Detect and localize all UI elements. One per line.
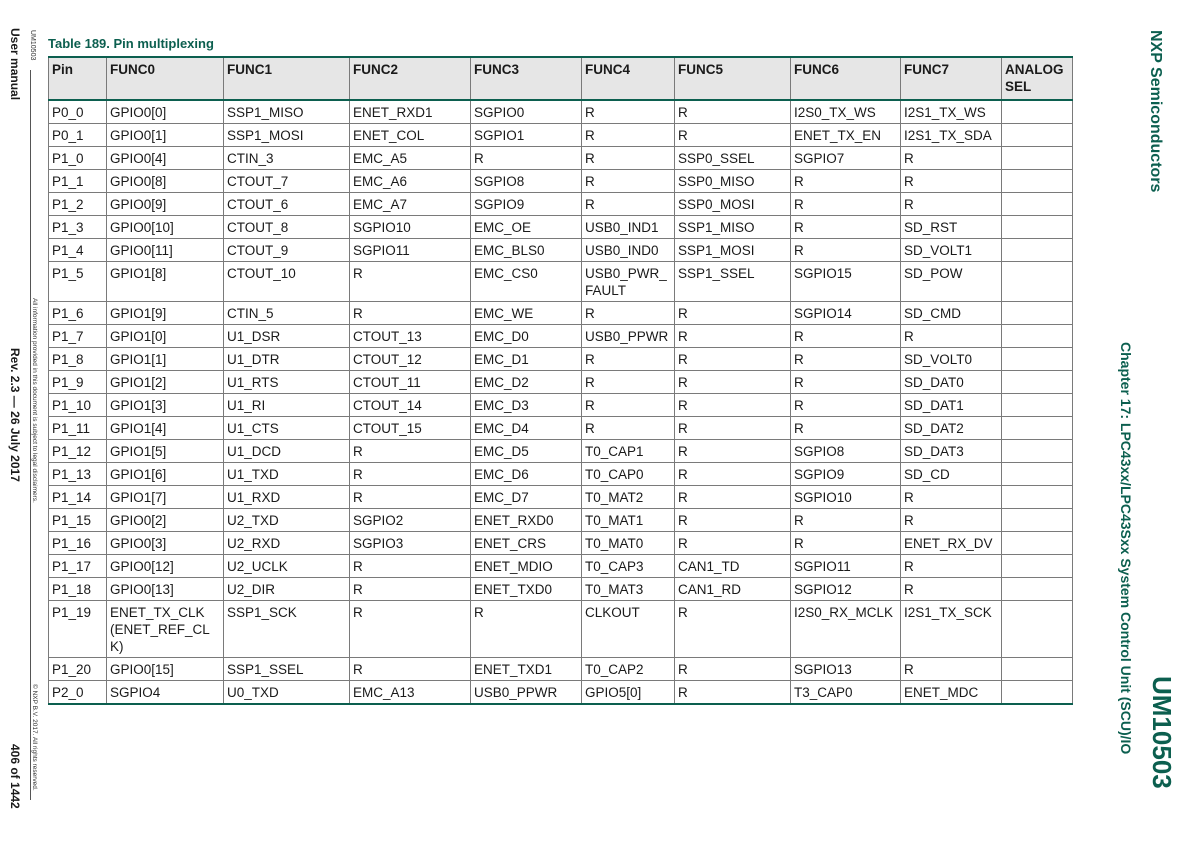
function-cell: GPIO0[8] [107,170,224,193]
function-cell [1002,262,1073,302]
table-row [49,124,1073,147]
function-cell: EMC_CS0 [471,262,582,302]
table-row [49,578,1073,601]
function-cell: CTOUT_11 [350,371,471,394]
pin-cell: P0_1 [49,124,107,147]
function-cell: SSP0_SSEL [675,147,791,170]
table-row [49,239,1073,262]
function-cell: R [675,100,791,124]
function-cell: ENET_COL [350,124,471,147]
function-cell: R [901,509,1002,532]
function-cell: EMC_D3 [471,394,582,417]
pin-cell: P1_2 [49,193,107,216]
table-row [49,262,1073,302]
function-cell: R [350,440,471,463]
function-cell [1002,216,1073,239]
function-cell: CAN1_RD [675,578,791,601]
function-cell: U1_RI [224,394,350,417]
function-cell: USB0_PPWR [471,681,582,705]
function-cell: U1_TXD [224,463,350,486]
chapter-title: Chapter 17: LPC43xx/LPC43Sxx System Control Unit (SCU)/IO [1118,342,1134,755]
function-cell: SD_CD [901,463,1002,486]
function-cell: SGPIO13 [791,658,901,681]
function-cell: SD_DAT1 [901,394,1002,417]
function-cell: CTOUT_15 [350,417,471,440]
function-cell: SSP0_MISO [675,170,791,193]
function-cell: ENET_RXD1 [350,100,471,124]
column-header: FUNC1 [224,57,350,100]
function-cell: R [675,601,791,658]
function-cell: SSP1_MOSI [224,124,350,147]
pin-cell: P1_11 [49,417,107,440]
function-cell: R [901,658,1002,681]
function-cell: R [350,262,471,302]
function-cell [1002,463,1073,486]
function-cell: U2_TXD [224,509,350,532]
function-cell: SGPIO8 [471,170,582,193]
function-cell [1002,394,1073,417]
legal-notice: All information provided in this document is subject to legal disclaimers. [31,298,38,503]
function-cell: T0_MAT1 [582,509,675,532]
function-cell [1002,509,1073,532]
column-header: FUNC4 [582,57,675,100]
table-row [49,100,1073,124]
function-cell: SGPIO8 [791,440,901,463]
table-row [49,509,1073,532]
function-cell: U1_DTR [224,348,350,371]
function-cell: SGPIO9 [791,463,901,486]
function-cell: R [582,147,675,170]
function-cell: R [791,216,901,239]
function-cell: T0_CAP0 [582,463,675,486]
function-cell: R [350,601,471,658]
function-cell: R [350,578,471,601]
function-cell: T3_CAP0 [791,681,901,705]
function-cell: GPIO0[2] [107,509,224,532]
function-cell: CTOUT_14 [350,394,471,417]
pin-cell: P1_16 [49,532,107,555]
function-cell: USB0_IND1 [582,216,675,239]
function-cell [1002,532,1073,555]
function-cell: GPIO1[3] [107,394,224,417]
function-cell: USB0_IND0 [582,239,675,262]
company-name: NXP Semiconductors [1147,30,1164,193]
function-cell: R [582,170,675,193]
function-cell: R [675,440,791,463]
function-cell: GPIO1[0] [107,325,224,348]
function-cell: ENET_RXD0 [471,509,582,532]
function-cell: ENET_TX_EN [791,124,901,147]
pin-cell: P1_9 [49,371,107,394]
function-cell: EMC_BLS0 [471,239,582,262]
function-cell: CTIN_5 [224,302,350,325]
pin-cell: P1_13 [49,463,107,486]
column-header: FUNC6 [791,57,901,100]
pin-cell: P1_4 [49,239,107,262]
function-cell: CTOUT_12 [350,348,471,371]
table-row [49,601,1073,658]
function-cell: U2_RXD [224,532,350,555]
function-cell: ENET_TXD1 [471,658,582,681]
pin-cell: P1_19 [49,601,107,658]
function-cell: SGPIO15 [791,262,901,302]
function-cell: SGPIO12 [791,578,901,601]
table-row [49,394,1073,417]
function-cell: R [582,124,675,147]
page-number: 406 of 1442 [8,744,22,809]
function-cell [1002,486,1073,509]
function-cell: R [582,193,675,216]
function-cell: ENET_MDIO [471,555,582,578]
function-cell: ENET_CRS [471,532,582,555]
table-row [49,325,1073,348]
function-cell: GPIO5[0] [582,681,675,705]
function-cell: SGPIO0 [471,100,582,124]
pin-cell: P1_5 [49,262,107,302]
column-header: FUNC0 [107,57,224,100]
function-cell: EMC_WE [471,302,582,325]
function-cell: R [901,170,1002,193]
revision-label: Rev. 2.3 — 26 July 2017 [8,348,22,482]
function-cell: R [350,555,471,578]
function-cell: GPIO1[6] [107,463,224,486]
function-cell: USB0_PWR_FAULT [582,262,675,302]
function-cell: R [675,417,791,440]
function-cell: T0_MAT0 [582,532,675,555]
function-cell: CTOUT_10 [224,262,350,302]
function-cell: SD_VOLT1 [901,239,1002,262]
function-cell [1002,681,1073,705]
function-cell: R [675,486,791,509]
function-cell: SGPIO4 [107,681,224,705]
function-cell: SGPIO3 [350,532,471,555]
function-cell: USB0_PPWR [582,325,675,348]
function-cell: EMC_D4 [471,417,582,440]
function-cell [1002,658,1073,681]
table-row [49,486,1073,509]
function-cell: R [675,371,791,394]
function-cell: CTOUT_13 [350,325,471,348]
column-header: Pin [49,57,107,100]
function-cell: GPIO0[12] [107,555,224,578]
pin-multiplexing-table [48,56,1073,705]
function-cell: R [582,302,675,325]
function-cell: U1_DSR [224,325,350,348]
table-body [49,100,1073,704]
doc-id-small: UM10503 [29,30,36,61]
function-cell: R [901,578,1002,601]
pin-cell: P1_17 [49,555,107,578]
table-row [49,463,1073,486]
function-cell: T0_CAP3 [582,555,675,578]
table-row [49,555,1073,578]
pin-cell: P1_1 [49,170,107,193]
function-cell: EMC_A7 [350,193,471,216]
function-cell: ENET_RX_DV [901,532,1002,555]
function-cell: CTOUT_7 [224,170,350,193]
function-cell: R [675,348,791,371]
function-cell: SD_RST [901,216,1002,239]
function-cell: R [471,147,582,170]
function-cell [1002,417,1073,440]
function-cell [1002,302,1073,325]
function-cell: I2S1_TX_SCK [901,601,1002,658]
function-cell: U1_DCD [224,440,350,463]
table-row [49,170,1073,193]
function-cell: ENET_MDC [901,681,1002,705]
doc-id-large: UM10503 [1147,676,1177,789]
column-header: FUNC5 [675,57,791,100]
function-cell: R [791,371,901,394]
function-cell: I2S1_TX_WS [901,100,1002,124]
table-row [49,147,1073,170]
function-cell [1002,440,1073,463]
function-cell: R [791,193,901,216]
table-row [49,658,1073,681]
function-cell: SSP1_MISO [675,216,791,239]
function-cell: GPIO1[1] [107,348,224,371]
function-cell: GPIO1[7] [107,486,224,509]
function-cell: SD_DAT0 [901,371,1002,394]
function-cell: R [901,147,1002,170]
table-title: Table 189. Pin multiplexing [48,36,214,51]
function-cell: T0_CAP1 [582,440,675,463]
pin-cell: P1_10 [49,394,107,417]
function-cell [1002,578,1073,601]
function-cell [1002,124,1073,147]
function-cell: GPIO1[9] [107,302,224,325]
function-cell: R [471,601,582,658]
function-cell: R [901,325,1002,348]
pin-cell: P1_15 [49,509,107,532]
function-cell [1002,170,1073,193]
function-cell: R [350,658,471,681]
function-cell: GPIO0[13] [107,578,224,601]
function-cell: I2S1_TX_SDA [901,124,1002,147]
function-cell: GPIO0[1] [107,124,224,147]
table-row [49,371,1073,394]
function-cell: R [350,486,471,509]
function-cell: SSP1_SCK [224,601,350,658]
function-cell: GPIO1[2] [107,371,224,394]
function-cell [1002,348,1073,371]
function-cell: T0_CAP2 [582,658,675,681]
table-row [49,193,1073,216]
function-cell: R [791,325,901,348]
column-header: ANALOG SEL [1002,57,1073,100]
pin-cell: P1_20 [49,658,107,681]
function-cell: R [791,239,901,262]
function-cell: SD_POW [901,262,1002,302]
function-cell: U1_RTS [224,371,350,394]
column-header: FUNC2 [350,57,471,100]
function-cell: GPIO1[4] [107,417,224,440]
function-cell: ENET_TX_CLK (ENET_REF_CLK) [107,601,224,658]
table-row [49,302,1073,325]
function-cell: T0_MAT2 [582,486,675,509]
pin-cell: P1_14 [49,486,107,509]
function-cell: R [350,302,471,325]
function-cell: CTOUT_8 [224,216,350,239]
function-cell: R [791,532,901,555]
column-header: FUNC7 [901,57,1002,100]
function-cell: R [675,463,791,486]
function-cell: R [675,325,791,348]
function-cell: CAN1_TD [675,555,791,578]
function-cell: EMC_D1 [471,348,582,371]
function-cell: SGPIO11 [791,555,901,578]
pin-cell: P0_0 [49,100,107,124]
pin-cell: P1_6 [49,302,107,325]
function-cell: R [791,417,901,440]
function-cell: EMC_D7 [471,486,582,509]
function-cell: R [791,170,901,193]
table-header-row [49,57,1073,100]
function-cell: GPIO0[15] [107,658,224,681]
column-header: FUNC3 [471,57,582,100]
function-cell: GPIO1[5] [107,440,224,463]
function-cell: SSP1_SSEL [224,658,350,681]
function-cell: I2S0_TX_WS [791,100,901,124]
pin-cell: P1_18 [49,578,107,601]
function-cell: R [791,394,901,417]
pin-cell: P1_0 [49,147,107,170]
function-cell: SGPIO2 [350,509,471,532]
function-cell: R [582,371,675,394]
function-cell: EMC_D6 [471,463,582,486]
function-cell: SGPIO1 [471,124,582,147]
function-cell: CLKOUT [582,601,675,658]
function-cell [1002,147,1073,170]
function-cell: SGPIO7 [791,147,901,170]
function-cell: R [675,124,791,147]
function-cell [1002,371,1073,394]
function-cell: SGPIO10 [791,486,901,509]
function-cell: GPIO0[9] [107,193,224,216]
pin-cell: P1_3 [49,216,107,239]
function-cell: ENET_TXD0 [471,578,582,601]
table-row [49,216,1073,239]
function-cell [1002,555,1073,578]
function-cell: GPIO0[11] [107,239,224,262]
function-cell: I2S0_RX_MCLK [791,601,901,658]
function-cell: EMC_A5 [350,147,471,170]
function-cell: R [582,100,675,124]
function-cell: CTOUT_9 [224,239,350,262]
function-cell: GPIO0[0] [107,100,224,124]
table-row [49,440,1073,463]
table-row [49,417,1073,440]
function-cell: R [675,658,791,681]
function-cell: SSP1_SSEL [675,262,791,302]
function-cell: GPIO0[4] [107,147,224,170]
function-cell: R [582,417,675,440]
function-cell: SD_CMD [901,302,1002,325]
function-cell: SD_VOLT0 [901,348,1002,371]
function-cell: R [901,193,1002,216]
pin-cell: P2_0 [49,681,107,705]
function-cell: R [582,394,675,417]
function-cell: SD_DAT2 [901,417,1002,440]
function-cell: EMC_D5 [471,440,582,463]
function-cell: SD_DAT3 [901,440,1002,463]
function-cell: SGPIO14 [791,302,901,325]
function-cell: EMC_OE [471,216,582,239]
function-cell [1002,325,1073,348]
function-cell: R [582,348,675,371]
function-cell: SSP0_MOSI [675,193,791,216]
function-cell: CTOUT_6 [224,193,350,216]
function-cell: GPIO0[10] [107,216,224,239]
copyright-notice: © NXP B.V. 2017. All rights reserved. [31,684,38,791]
function-cell [1002,100,1073,124]
function-cell: T0_MAT3 [582,578,675,601]
function-cell: U2_DIR [224,578,350,601]
function-cell: R [791,509,901,532]
function-cell: R [675,532,791,555]
table-row [49,681,1073,705]
function-cell: R [350,463,471,486]
function-cell: EMC_A13 [350,681,471,705]
pin-cell: P1_12 [49,440,107,463]
function-cell: EMC_D0 [471,325,582,348]
function-cell: SGPIO9 [471,193,582,216]
function-cell: R [675,681,791,705]
function-cell: R [791,348,901,371]
function-cell: EMC_D2 [471,371,582,394]
function-cell: SSP1_MOSI [675,239,791,262]
function-cell: R [901,555,1002,578]
function-cell: U0_TXD [224,681,350,705]
function-cell: GPIO1[8] [107,262,224,302]
function-cell [1002,239,1073,262]
function-cell: SGPIO11 [350,239,471,262]
function-cell: R [675,302,791,325]
function-cell [1002,193,1073,216]
function-cell: R [675,394,791,417]
table-row [49,348,1073,371]
function-cell: SSP1_MISO [224,100,350,124]
function-cell: SGPIO10 [350,216,471,239]
pin-cell: P1_8 [49,348,107,371]
function-cell: R [901,486,1002,509]
function-cell: R [675,509,791,532]
function-cell: U1_RXD [224,486,350,509]
function-cell [1002,601,1073,658]
function-cell: GPIO0[3] [107,532,224,555]
function-cell: U1_CTS [224,417,350,440]
table-row [49,532,1073,555]
function-cell: CTIN_3 [224,147,350,170]
function-cell: U2_UCLK [224,555,350,578]
doc-type-label: User manual [8,28,22,101]
function-cell: EMC_A6 [350,170,471,193]
pin-cell: P1_7 [49,325,107,348]
